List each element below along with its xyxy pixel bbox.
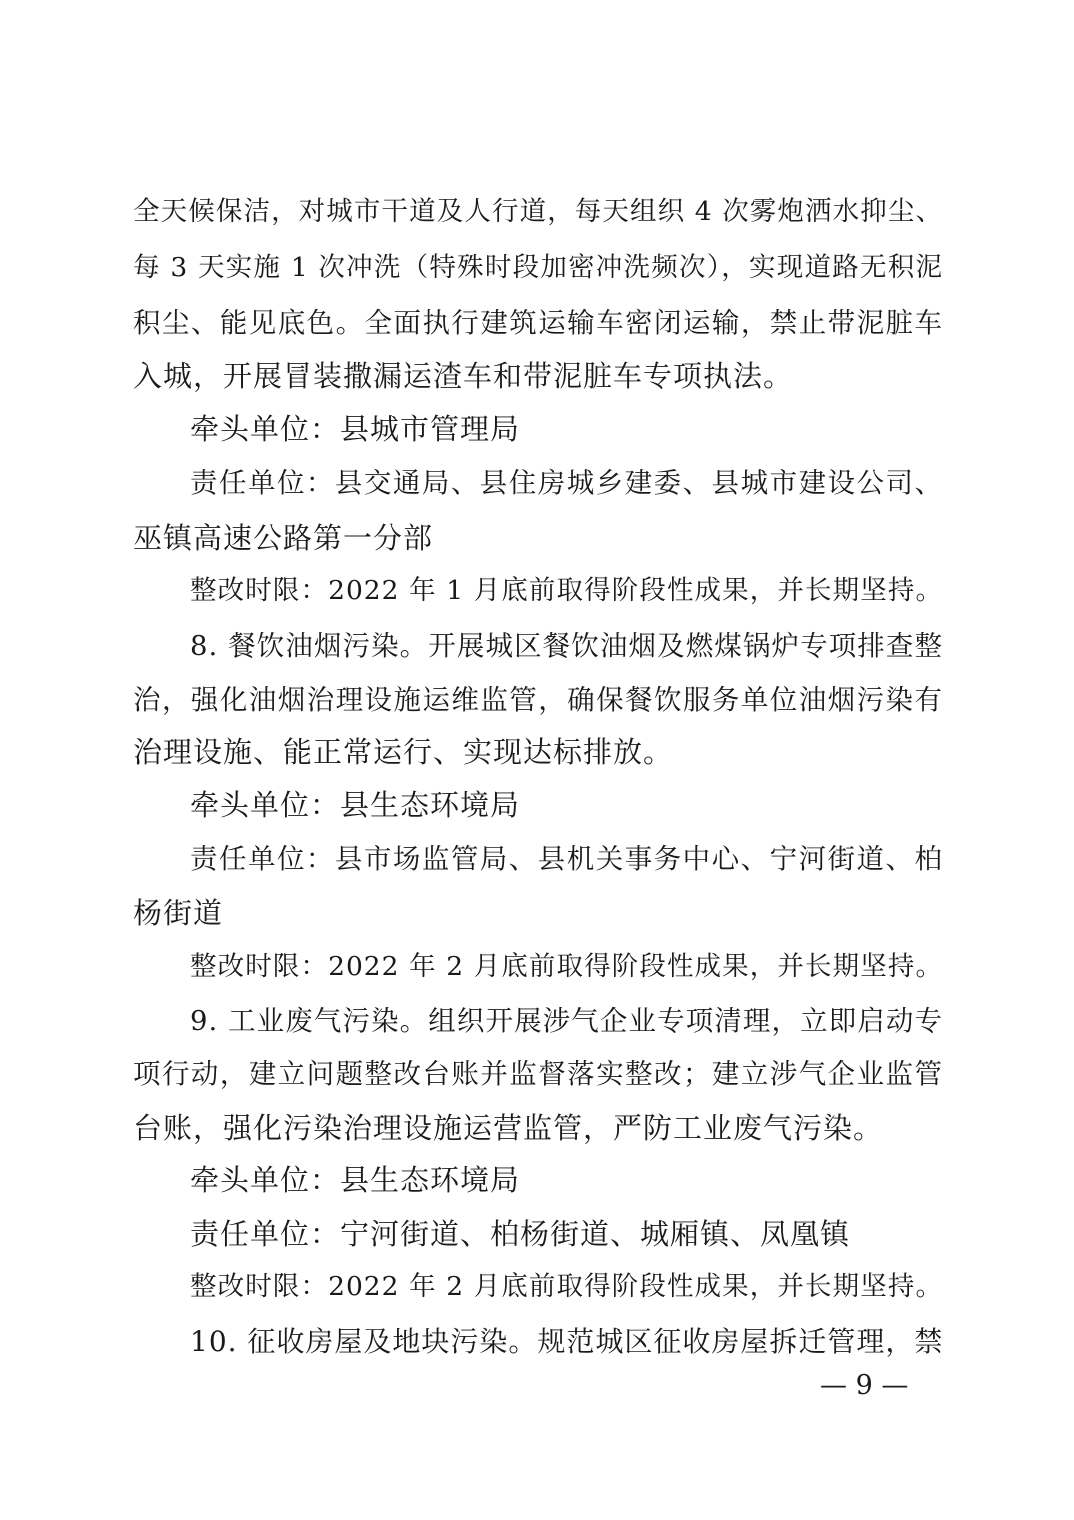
body-text-line: 每 3 天实施 1 次冲洗（特殊时段加密冲洗频次），实现道路无积泥 (133, 252, 943, 283)
page-number: — 9 — (820, 1370, 909, 1401)
body-text-line: 项行动，建立问题整改台账并监督落实整改；建立涉气企业监管 (133, 1058, 943, 1090)
body-text-line: 台账，强化污染治理设施运营监管，严防工业废气污染。 (133, 1111, 884, 1145)
responsible-unit-line: 责任单位：县市场监管局、县机关事务中心、宁河街道、柏 (190, 843, 943, 875)
body-text-line: 全天候保洁，对城市干道及人行道，每天组织 4 次雾炮洒水抑尘、 (133, 196, 943, 227)
deadline-line: 整改时限：2022 年 1 月底前取得阶段性成果，并长期坚持。 (190, 575, 943, 606)
body-text-line: 巫镇高速公路第一分部 (133, 521, 434, 555)
deadline-line: 整改时限：2022 年 2 月底前取得阶段性成果，并长期坚持。 (190, 951, 943, 982)
item-heading-line: 9. 工业废气污染。组织开展涉气企业专项清理，立即启动专 (190, 1005, 943, 1037)
deadline-line: 整改时限：2022 年 2 月底前取得阶段性成果，并长期坚持。 (190, 1271, 943, 1302)
body-text-line: 入城，开展冒装撒漏运渣车和带泥脏车专项执法。 (133, 359, 794, 393)
responsible-unit-line: 责任单位：县交通局、县住房城乡建委、县城市建设公司、 (190, 467, 943, 499)
item-heading-line: 8. 餐饮油烟污染。开展城区餐饮油烟及燃煤锅炉专项排查整 (190, 630, 943, 662)
lead-unit-line: 牵头单位：县生态环境局 (190, 788, 521, 822)
body-text-line: 积尘、能见底色。全面执行建筑运输车密闭运输，禁止带泥脏车 (133, 307, 943, 339)
lead-unit-line: 牵头单位：县生态环境局 (190, 1163, 521, 1197)
body-text-line: 治理设施、能正常运行、实现达标排放。 (133, 735, 674, 769)
body-text-line: 治，强化油烟治理设施运维监管，确保餐饮服务单位油烟污染有 (133, 684, 943, 716)
item-heading-line: 10. 征收房屋及地块污染。规范城区征收房屋拆迁管理，禁 (190, 1325, 944, 1358)
body-text-line: 杨街道 (133, 896, 224, 930)
lead-unit-line: 牵头单位：县城市管理局 (190, 412, 521, 446)
responsible-unit-line: 责任单位：宁河街道、柏杨街道、城厢镇、凤凰镇 (190, 1217, 851, 1251)
